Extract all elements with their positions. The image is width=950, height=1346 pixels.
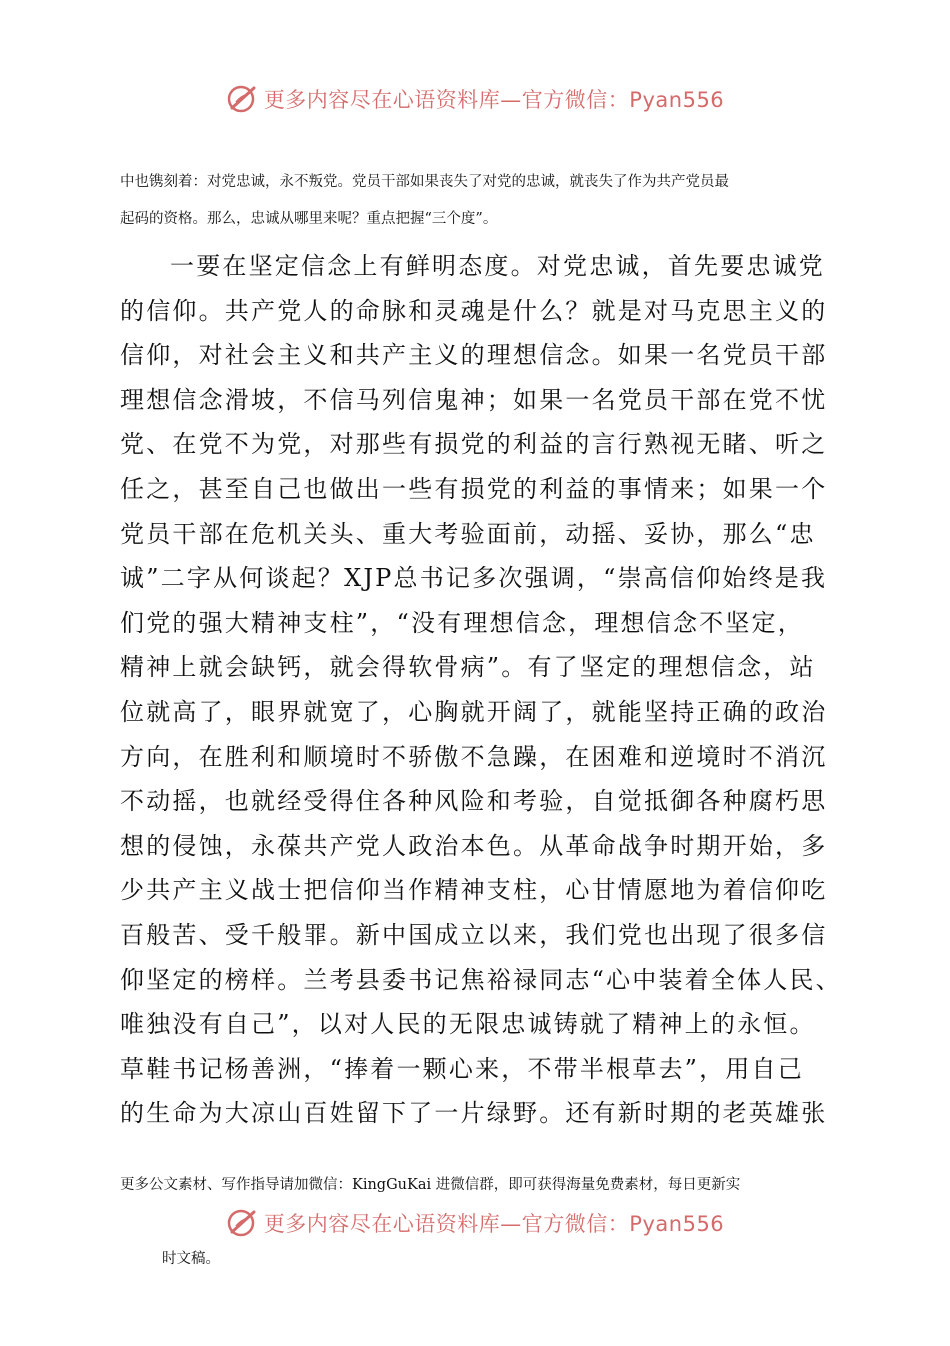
pen-logo-icon [226,1208,260,1238]
watermark-text: 更多内容尽在心语资料库—官方微信：Pyan556 [263,88,725,112]
footer-line-2: 时文稿。 [162,1251,220,1267]
paragraph-line: 百般苦、受千般罪。新中国成立以来，我们党也出现了很多信 [120,920,828,949]
paragraph-line: 草鞋书记杨善洲，“捧着一颗心来，不带半根草去”，用自己 [120,1054,804,1083]
pen-logo-icon [226,84,260,114]
paragraph-line: 精神上就会缺钙，就会得软骨病”。有了坚定的理想信念，站 [120,653,816,682]
paragraph-line: 的信仰。共产党人的命脉和灵魂是什么？就是对马克思主义的 [120,296,828,325]
watermark-text: 更多内容尽在心语资料库—官方微信：Pyan556 [263,1212,725,1236]
paragraph-line: 方向，在胜利和顺境时不骄傲不急躁，在困难和逆境时不消沉 [120,742,828,771]
paragraph-line: 仰坚定的榜样。兰考县委书记焦裕禄同志“心中装着全体人民、 [120,965,842,994]
paragraph-line: 理想信念滑坡，不信马列信鬼神；如果一名党员干部在党不忧 [120,385,828,414]
paragraph-line: 位就高了，眼界就宽了，心胸就开阔了，就能坚持正确的政治 [120,697,828,726]
paragraph-line: 的生命为大凉山百姓留下了一片绿野。还有新时期的老英雄张 [120,1099,828,1128]
paragraph-line: 少共产主义战士把信仰当作精神支柱，心甘情愿地为着信仰吃 [120,876,828,905]
paragraph-line: 们党的强大精神支柱”，“没有理想信念，理想信念不坚定， [120,608,804,637]
main-paragraph [120,244,850,1136]
intro-line-2: 起码的资格。那么，忠诚从哪里来呢？重点把握“三个度”。 [120,211,498,227]
intro-line-1: 中也镌刻着：对党忠诚，永不叛党。党员干部如果丧失了对党的忠诚，就丧失了作为共产党员最 [120,174,729,190]
paragraph-line: 想的侵蚀，永葆共产党人政治本色。从革命战争时期开始，多 [120,831,828,860]
watermark-footer [0,1208,950,1238]
paragraph-line: 一要在坚定信念上有鲜明态度。对党忠诚，首先要忠诚党 [170,252,825,280]
paragraph-line: 任之，甚至自己也做出一些有损党的利益的事情来；如果一个 [120,474,828,503]
paragraph-line: 诚”二字从何谈起？XJP总书记多次强调，“崇高信仰始终是我 [120,564,828,593]
paragraph-line: 党、在党不为党，对那些有损党的利益的言行熟视无睹、听之 [120,430,828,459]
footer-line-1: 更多公文素材、写作指导请加微信：KingGuKai 进微信群，即可获得海量免费素材，每日更新实 [120,1177,741,1193]
paragraph-line: 党员干部在危机关头、重大考验面前，动摇、妥协，那么“忠 [120,519,816,548]
paragraph-line: 唯独没有自己”，以对人民的无限忠诚铸就了精神上的永恒。 [120,1010,816,1039]
paragraph-line: 信仰，对社会主义和共产主义的理想信念。如果一名党员干部 [120,341,828,370]
watermark-header [0,84,950,114]
paragraph-line: 不动摇，也就经受得住各种风险和考验，自觉抵御各种腐朽思 [120,787,828,816]
